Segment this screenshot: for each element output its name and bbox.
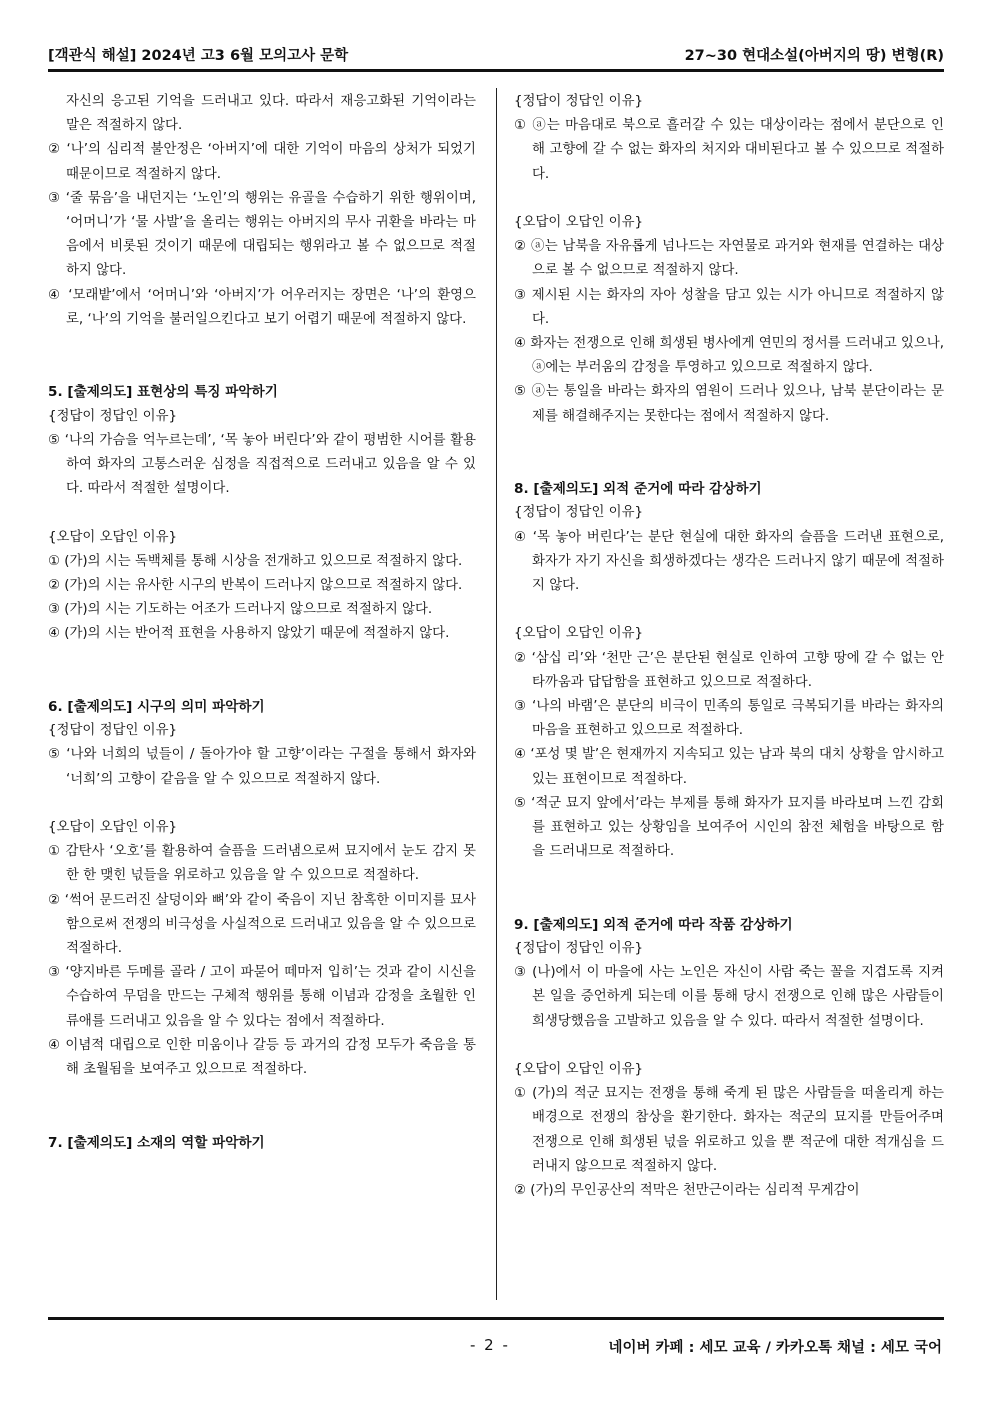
list-item: ① ⓐ는 마음대로 북으로 흘러갈 수 있는 대상이라는 점에서 분단으로 인해 고향에 갈 수 없는 화자의 처지와 대비된다고 볼 수 있으므로 적절하다. xyxy=(514,118,944,182)
column-divider xyxy=(496,88,497,1300)
list-item: ⑤ ‘적군 묘지 앞에서’라는 부제를 통해 화자가 묘지를 바라보며 느낀 감회를 표현하고 있는 상황임을 보여주어 시인의 참전 체험을 바탕으로 함을 드러내므로 적절하다. xyxy=(514,795,944,860)
list-item: ④ ‘포성 몇 발’은 현재까지 지속되고 있는 남과 북의 대치 상황을 암시하고 있는 표현이므로 적절하다. xyxy=(514,747,944,787)
correct-label: {정답이 정답인 이유} xyxy=(514,94,644,109)
list-item: ② ‘썩어 문드러진 살덩이와 뼈’와 같이 죽음이 지닌 참혹한 이미지를 묘사함으로써 전쟁의 비극성을 사실적으로 드러내고 있음을 알 수 있으므로 적절하다. xyxy=(48,892,476,957)
header-title: [객관식 해설] 2024년 고3 6월 모의고사 문학 xyxy=(48,48,349,64)
list-item: ⑤ ⓐ는 통일을 바라는 화자의 염원이 드러나 있으나, 남북 분단이라는 문제를 해결해주지는 못한다는 점에서 적절하지 않다. xyxy=(514,384,944,424)
correct-label: {정답이 정답인 이유} xyxy=(514,941,644,957)
list-item: ② ‘삼십 리’와 ‘천만 근’은 분단된 현실로 인하여 고향 땅에 갈 수 없는 안타까움과 답답함을 표현하고 있으므로 적절하다. xyxy=(514,650,944,690)
question-6-title: 6. [출제의도] 시구의 의미 파악하기 xyxy=(48,699,265,716)
list-item: ① 감탄사 ‘오호’를 활용하여 슬픔을 드러냄으로써 묘지에서 눈도 감지 못한 한 맺힌 넋들을 위로하고 있음을 알 수 있으므로 적절하다. xyxy=(48,844,476,884)
list-item: ③ (나)에서 이 마을에 사는 노인은 자신이 사람 죽는 꼴을 지겹도록 지켜본 일을 증언하게 되는데 이를 통해 당시 전쟁으로 인해 많은 사람들이 희생당했음을 고발하고 있음을 알 수 있다. 따라서 적절한 설명이다. xyxy=(514,965,944,1029)
list-item: ④ 화자는 전쟁으로 인해 희생된 병사에게 연민의 정서를 드러내고 있으나, ⓐ에는 부러움의 감정을 투영하고 있으므로 적절하지 않다. xyxy=(514,336,944,376)
correct-label: {정답이 정답인 이유} xyxy=(48,408,178,424)
correct-label: {정답이 정답인 이유} xyxy=(514,505,644,521)
list-item: ③ ‘나의 바램’은 분단의 비극이 민족의 통일로 극복되기를 바라는 화자의 마음을 표현하고 있으므로 적절하다. xyxy=(514,699,944,739)
list-item: ② (가)의 무인공산의 적막은 천만근이라는 심리적 무게감이 xyxy=(514,1183,860,1199)
list-item: ③ (가)의 시는 기도하는 어조가 드러나지 않으므로 적절하지 않다. xyxy=(48,602,433,618)
wrong-label: {오답이 오답인 이유} xyxy=(48,820,178,836)
list-item: ① (가)의 적군 묘지는 전쟁을 통해 죽게 된 많은 사람들을 떠올리게 하는 배경으로 전쟁의 참상을 환기한다. 화자는 적군의 묘지를 만들어주며 전쟁으로 인해 희생된 넋을 위로하고 있을 뿐 적군에 대한 적개심을 드러내지 않으므로 적절하지 않다. xyxy=(514,1086,944,1174)
question-5-title: 5. [출제의도] 표현상의 특징 파악하기 xyxy=(48,384,278,401)
list-item: ① (가)의 시는 독백체를 통해 시상을 전개하고 있으므로 적절하지 않다. xyxy=(48,553,463,569)
list-item: ② (가)의 시는 유사한 시구의 반복이 드러나지 않으므로 적절하지 않다. xyxy=(48,578,463,594)
list-item: ⑤ ‘나의 가슴을 억누르는데’, ‘목 놓아 버린다’와 같이 평범한 시어를 활용하여 화자의 고통스러운 심정을 직접적으로 드러내고 있음을 알 수 있다. 따라서 적절한 설명이다. xyxy=(48,432,476,497)
wrong-label: {오답이 오답인 이유} xyxy=(514,1062,644,1078)
correct-label: {정답이 정답인 이유} xyxy=(48,723,178,739)
page-number: - 2 - xyxy=(470,1336,510,1354)
list-item: ④ (가)의 시는 반어적 표현을 사용하지 않았기 때문에 적절하지 않다. xyxy=(48,626,450,642)
question-7-title: 7. [출제의도] 소재의 역할 파악하기 xyxy=(48,1134,265,1151)
question-9-title: 9. [출제의도] 외적 준거에 따라 작품 감상하기 xyxy=(514,916,793,933)
page-header xyxy=(48,44,944,66)
wrong-label: {오답이 오답인 이유} xyxy=(514,215,644,230)
list-item: ③ 제시된 시는 화자의 자아 성찰을 담고 있는 시가 아니므로 적절하지 않다. xyxy=(514,287,944,327)
header-subtitle: 27~30 현대소설(아버지의 땅) 변형(R) xyxy=(684,48,944,64)
footer-divider xyxy=(48,1317,944,1320)
right-column xyxy=(514,90,944,1203)
wrong-label: {오답이 오답인 이유} xyxy=(48,529,178,545)
footer-credit: 네이버 카페 : 세모 교육 / 카카오톡 채널 : 세모 국어 xyxy=(608,1340,942,1356)
question-8-title: 8. [출제의도] 외적 준거에 따라 감상하기 xyxy=(514,481,762,498)
list-item: ② ‘나’의 심리적 불안정은 ‘아버지’에 대한 기억이 마음의 상처가 되었기 때문이므로 적절하지 않다. xyxy=(48,142,476,182)
list-item: ④ 이념적 대립으로 인한 미움이나 갈등 등 과거의 감정 모두가 죽음을 통해 초월됨을 보여주고 있으므로 적절하다. xyxy=(48,1037,476,1078)
list-item: ③ ‘줄 묶음’을 내던지는 ‘노인’의 행위는 유골을 수습하기 위한 행위이며, ‘어머니’가 ‘물 사발’을 올리는 행위는 아버지의 무사 귀환을 바라는 마음에서 비롯된 것이기 때문에 대립되는 행위라고 볼 수 없으므로 적절하지 않다. xyxy=(48,190,476,279)
list-item: ③ ‘양지바른 두메를 골라 / 고이 파묻어 떼마저 입히’는 것과 같이 시신을 수습하여 무덤을 만드는 구체적 행위를 통해 이념과 감정을 초월한 인류애를 드러내고 있음을 알 수 있다는 점에서 적절하다. xyxy=(48,965,476,1029)
header-divider xyxy=(48,69,944,72)
left-column xyxy=(48,90,476,1155)
list-item: ④ ‘목 놓아 버린다’는 분단 현실에 대한 화자의 슬픔을 드러낸 표현으로, 화자가 자기 자신을 희생하겠다는 생각은 드러나지 않기 때문에 적절하지 않다. xyxy=(514,529,944,594)
list-item: ④ ‘모래밭’에서 ‘어머니’와 ‘아버지’가 어우러지는 장면은 ‘나’의 환영으로, ‘나’의 기억을 불러일으킨다고 보기 어렵기 때문에 적절하지 않다. xyxy=(48,287,476,327)
list-item: ② ⓐ는 남북을 자유롭게 넘나드는 자연물로 과거와 현재를 연결하는 대상으로 볼 수 없으므로 적절하지 않다. xyxy=(514,239,944,279)
continued-text: 자신의 응고된 기억을 드러내고 있다. 따라서 재응고화된 기억이라는 말은 적절하지 않다. xyxy=(66,94,476,134)
list-item: ⑤ ‘나와 너희의 넋들이 / 돌아가야 할 고향’이라는 구절을 통해서 화자와 ‘너희’의 고향이 같음을 알 수 있으므로 적절하지 않다. xyxy=(48,747,476,787)
wrong-label: {오답이 오답인 이유} xyxy=(514,626,644,642)
